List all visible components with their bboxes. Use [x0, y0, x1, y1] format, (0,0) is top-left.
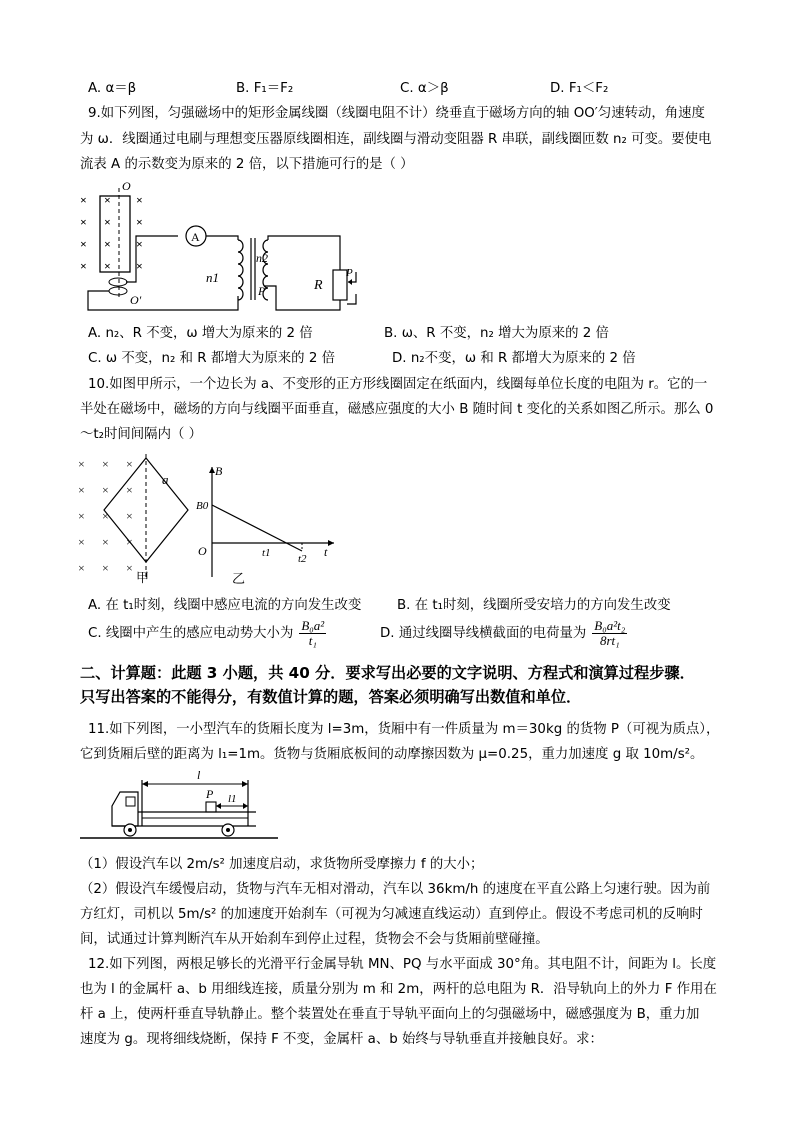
svg-text:×: ×	[102, 535, 109, 549]
slider-label-p: P	[346, 267, 353, 279]
cargo-p-box	[206, 802, 216, 812]
n1-label: n1	[206, 270, 219, 285]
magnetic-field-crosses	[78, 457, 133, 575]
svg-text:×: ×	[80, 237, 87, 251]
q8-option-b: B. F₁＝F₂	[236, 81, 294, 96]
fraction-numerator: B₀a²t₂	[594, 618, 626, 633]
svg-text:×: ×	[78, 457, 85, 471]
figure-label-yi: 乙	[232, 571, 246, 586]
q12-stem-line1: 12.如下列图，两根足够长的光滑平行金属导轨 MN、PQ 与水平面成 30°角。其电阻不计，间距为 l。长度	[88, 957, 717, 972]
q10-stem-line2: 半处在磁场中，磁场的方向与线圈平面垂直，磁感应强度的大小 B 随时间 t 变化的关系如图乙所示。那么 0	[80, 402, 714, 417]
fraction-numerator: B₀a²	[301, 618, 325, 633]
section2-heading-line2: 只写出答案的不能得分，有数值计算的题，答案必须明确写出数值和单位．	[80, 688, 582, 706]
magnetic-field-crosses	[80, 193, 143, 273]
svg-text:×: ×	[136, 193, 143, 207]
q12-stem-line4: 速度为 g。现将细线烧断，保持 F 不变，金属杆 a、b 始终与导轨垂直并接触良好。求：	[80, 1032, 603, 1047]
q10-option-b: B. 在 t₁时刻，线圈所受安培力的方向发生改变	[397, 598, 671, 613]
q11-sub2-line2: 方红灯，司机以 5m/s² 的加速度开始刹车（可视为匀减速直线运动）直到停止。假设不考虑司机的反响时	[80, 907, 703, 922]
axis-label-o: O	[122, 179, 131, 193]
q11-sub2-line3: 间，试通过计算判断汽车从开始刹车到停止过程，货物会不会与货厢前壁碰撞。	[80, 932, 549, 947]
svg-text:×: ×	[78, 509, 85, 523]
length-label-l1: l1	[228, 793, 237, 805]
q10-figure-yi-bt-graph	[194, 463, 340, 587]
sliding-rheostat	[333, 270, 347, 300]
t1-label: t1	[262, 547, 271, 559]
b0-label: B0	[196, 500, 209, 512]
resistor-label-r: R	[314, 278, 323, 293]
svg-text:×: ×	[104, 237, 111, 251]
primary-coil	[238, 240, 243, 300]
q10-stem-line3: ～t₂时间间隔内（ ）	[80, 427, 202, 442]
svg-text:×: ×	[126, 483, 133, 497]
coil-tap-label-p: P	[258, 284, 266, 298]
svg-text:×: ×	[102, 509, 109, 523]
q9-option-d: D. n₂不变，ω 和 R 都增大为原来的 2 倍	[392, 351, 636, 366]
q12-stem-line3: 杆 a 上，使两杆垂直导轨静止。整个装置处在垂直于导轨平面向上的匀强磁场中，磁感强度为 B，重力加	[80, 1007, 700, 1022]
b-axis-label: B	[215, 464, 223, 478]
n2-label: n2	[256, 251, 268, 265]
svg-text:×: ×	[80, 215, 87, 229]
b-t-line	[212, 505, 302, 551]
slip-ring-upper	[109, 278, 127, 286]
svg-text:×: ×	[104, 193, 111, 207]
q11-stem-line1: 11.如下列图，一小型汽车的货厢长度为 l=3m，货厢中有一件质量为 m＝30kg 的货物 P（可视为质点），	[88, 722, 720, 737]
figure-label-jia: 甲	[136, 570, 150, 585]
origin-label: O	[198, 544, 207, 558]
q8-option-c: C. α＞β	[400, 81, 449, 96]
svg-text:×: ×	[126, 509, 133, 523]
svg-text:×: ×	[78, 483, 85, 497]
q10-option-d: D. 通过线圈导线横截面的电荷量为	[380, 625, 587, 641]
svg-text:×: ×	[78, 535, 85, 549]
q9-stem-line1: 9.如下列图，匀强磁场中的矩形金属线圈（线圈电阻不计）绕垂直于磁场方向的轴 OO′匀速转动，角速度	[88, 106, 705, 121]
svg-text:×: ×	[126, 457, 133, 471]
q10-option-d-fraction	[592, 619, 627, 648]
q9-generator-transformer-figure	[78, 178, 368, 320]
t-axis-label: t	[324, 545, 328, 559]
q9-option-a: A. n₂、R 不变，ω 增大为原来的 2 倍	[88, 326, 313, 341]
q9-option-c: C. ω 不变，n₂ 和 R 都增大为原来的 2 倍	[88, 351, 335, 366]
svg-text:×: ×	[102, 457, 109, 471]
q9-stem-line2: 为 ω．线圈通过电刷与理想变压器原线圈相连，副线圈与滑动变阻器 R 串联，副线圈匝数 n₂ 可变。要使电	[80, 132, 712, 147]
q10-option-c: C. 线圈中产生的感应电动势大小为	[88, 625, 294, 641]
q10-figure-jia	[76, 450, 202, 586]
q10-stem-line1: 10.如图甲所示，一个边长为 a、不变形的正方形线圈固定在纸面内，线圈每单位长度的电阻为 r。它的一	[88, 377, 708, 392]
svg-text:×: ×	[104, 259, 111, 273]
q12-stem-line2: 也为 l 的金属杆 a、b 用细线连接，质量分别为 m 和 2m，两杆的总电阻为 R．沿导轨向上的外力 F 作用在	[80, 982, 717, 997]
length-label-l: l	[197, 768, 201, 782]
cargo-label-p: P	[206, 787, 214, 801]
svg-text:×: ×	[80, 193, 87, 207]
q10-option-c-row	[88, 619, 326, 648]
svg-text:×: ×	[126, 561, 133, 575]
section2-heading-line1: 二、计算题：此题 3 小题，共 40 分．要求写出必要的文字说明、方程式和演算过程步骤．	[80, 664, 695, 682]
svg-text:×: ×	[78, 561, 85, 575]
q11-truck-figure	[80, 766, 282, 842]
svg-text:×: ×	[102, 561, 109, 575]
q11-stem-line2: 它到货厢后壁的距离为 l₁=1m。货物与货厢底板间的动摩擦因数为 μ=0.25，重力加速度 g 取 10m/s²。	[80, 747, 704, 762]
axis-label-o-prime: O′	[130, 293, 142, 307]
q8-option-d: D. F₁＜F₂	[550, 81, 609, 96]
svg-text:×: ×	[136, 259, 143, 273]
svg-text:×: ×	[136, 215, 143, 229]
side-label-a: a	[162, 472, 169, 487]
q10-option-c-fraction	[299, 619, 326, 648]
q8-option-a: A. α＝β	[88, 81, 137, 96]
svg-text:×: ×	[126, 535, 133, 549]
svg-text:×: ×	[136, 237, 143, 251]
q9-option-b: B. ω、R 不变，n₂ 增大为原来的 2 倍	[384, 326, 609, 341]
cab-window	[126, 797, 135, 806]
ammeter-label: A	[191, 230, 200, 244]
q11-sub2-line1: （2）假设汽车缓慢启动，货物与汽车无相对滑动，汽车以 36km/h 的速度在平直公路上匀速行驶。因为前	[80, 882, 711, 897]
t2-label: t2	[298, 553, 307, 565]
slip-ring-lower	[109, 287, 127, 295]
fraction-denominator: 8rt₁	[599, 633, 620, 648]
q11-sub1: （1）假设汽车以 2m/s² 加速度启动，求货物所受摩擦力 f 的大小；	[80, 857, 484, 872]
svg-text:×: ×	[104, 215, 111, 229]
fraction-denominator: t₁	[308, 633, 317, 648]
q10-option-d-row	[380, 619, 627, 648]
q9-stem-line3: 流表 A 的示数变为原来的 2 倍，以下措施可行的是（ ）	[80, 157, 414, 172]
svg-text:×: ×	[102, 483, 109, 497]
q10-option-a: A. 在 t₁时刻，线圈中感应电流的方向发生改变	[88, 598, 362, 613]
svg-text:×: ×	[80, 259, 87, 273]
